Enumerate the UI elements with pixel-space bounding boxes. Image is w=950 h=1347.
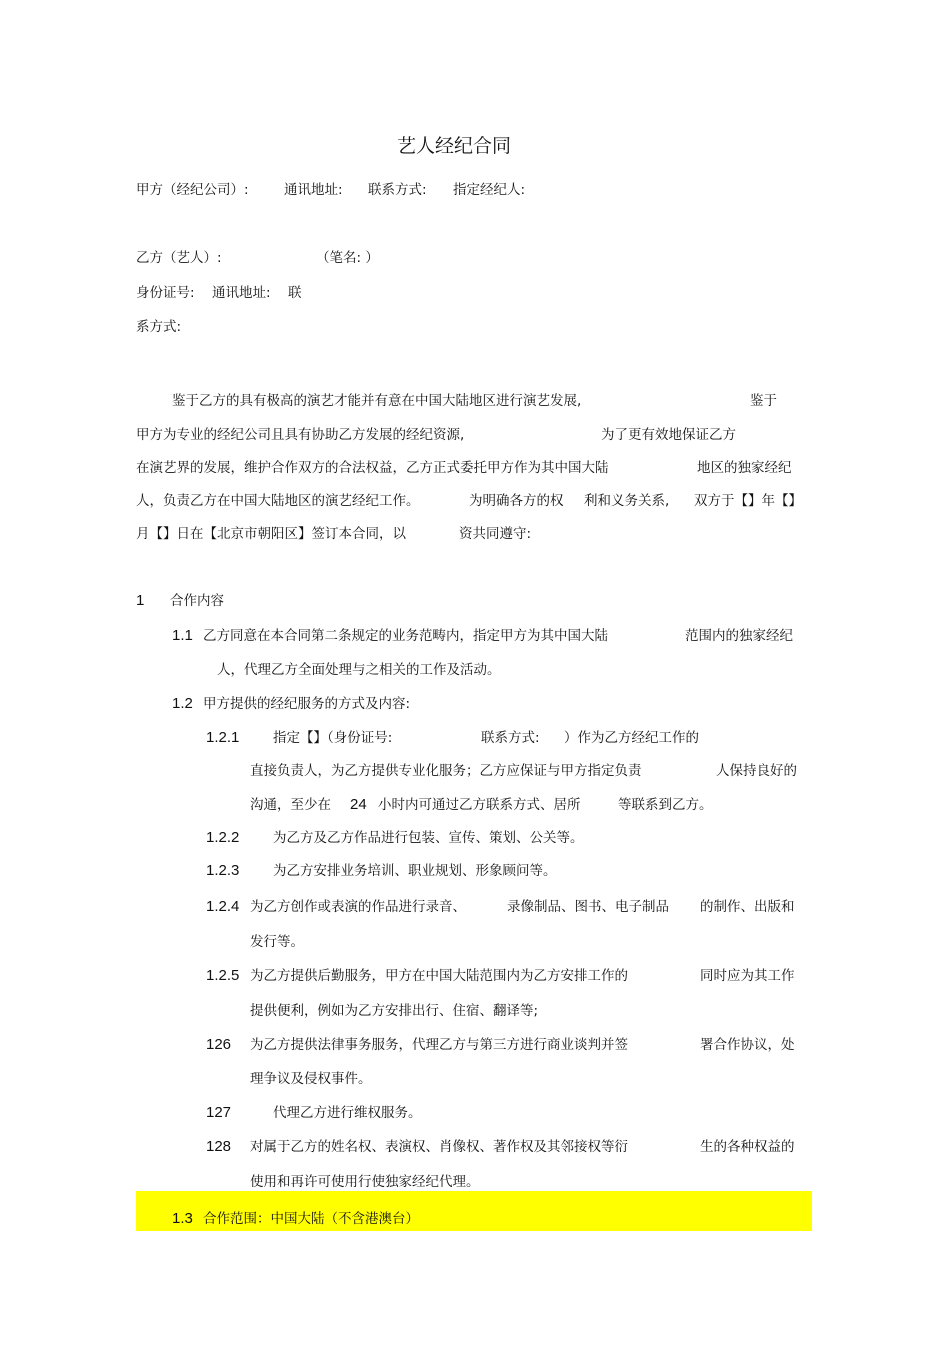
preamble-line: 月【】日在【北京市朝阳区】签订本合同，以 — [136, 526, 406, 542]
party-b-contact-part1: 联 — [288, 285, 302, 301]
clause-text: 合作范围：中国大陆（不含港澳台） — [203, 1211, 419, 1227]
party-b-label: 乙方（艺人）: — [136, 250, 222, 266]
item-text: 录像制品、图书、电子制品 — [507, 899, 669, 915]
item-text: 小时内可通过乙方联系方式、居所 — [378, 797, 581, 813]
item-text: 使用和再许可使用行使独家经纪代理。 — [250, 1174, 480, 1190]
preamble-line: 人，负责乙方在中国大陆地区的演艺经纪工作。 — [136, 493, 420, 509]
party-b-id-label: 身份证号: — [136, 285, 195, 301]
clause-text: 甲方提供的经纪服务的方式及内容: — [203, 696, 411, 712]
preamble-line: 甲方为专业的经纪公司且具有协助乙方发展的经纪资源, — [136, 427, 465, 443]
section-1-title: 合作内容 — [170, 593, 224, 609]
preamble-line: 为明确各方的权 — [469, 493, 564, 509]
item-text: 提供便利，例如为乙方安排出行、住宿、翻译等; — [250, 1003, 539, 1019]
preamble-line: 地区的独家经纪 — [697, 460, 792, 476]
item-text: 24 — [350, 796, 367, 813]
item-number: 1.2.5 — [206, 967, 240, 984]
preamble-line: 资共同遵守: — [459, 526, 532, 542]
item-number: 1.2.3 — [206, 862, 240, 879]
item-text: 人保持良好的 — [716, 763, 797, 779]
item-text: 署合作协议，处 — [700, 1037, 795, 1053]
item-text: 为乙方及乙方作品进行包装、宣传、策划、公关等。 — [273, 830, 584, 846]
item-text: 为乙方提供后勤服务，甲方在中国大陆范围内为乙方安排工作的 — [250, 968, 628, 984]
item-text: 同时应为其工作 — [700, 968, 795, 984]
item-number: 1.2.4 — [206, 898, 240, 915]
item-text: 对属于乙方的姓名权、表演权、肖像权、著作权及其邻接权等衍 — [250, 1139, 628, 1155]
party-a-address-label: 通讯地址: — [284, 182, 343, 198]
clause-text: 范围内的独家经纪 — [685, 628, 793, 644]
preamble-line: 双方于【】年【】 — [694, 493, 802, 509]
item-number: 128 — [206, 1138, 232, 1155]
item-text: 沟通，至少在 — [250, 797, 331, 813]
preamble-line: 利和义务关系, — [584, 493, 670, 509]
item-text: 为乙方安排业务培训、职业规划、形象顾问等。 — [273, 863, 557, 879]
clause-number: 1.2 — [172, 695, 193, 712]
party-b-address-label: 通讯地址: — [212, 285, 271, 301]
item-text: 生的各种权益的 — [700, 1139, 795, 1155]
item-text: 为乙方创作或表演的作品进行录音、 — [250, 899, 466, 915]
item-text: 直接负责人，为乙方提供专业化服务；乙方应保证与甲方指定负责 — [250, 763, 642, 779]
item-text: 指定【】（身份证号: — [273, 730, 393, 746]
party-a-label: 甲方（经纪公司）: — [136, 182, 249, 198]
preamble-line: 鉴于 — [750, 393, 777, 409]
item-number: 127 — [206, 1104, 232, 1121]
preamble-line: 为了更有效地保证乙方 — [601, 427, 736, 443]
clause-text: 人，代理乙方全面处理与之相关的工作及活动。 — [217, 662, 501, 678]
item-text: 为乙方提供法律事务服务，代理乙方与第三方进行商业谈判并签 — [250, 1037, 628, 1053]
item-text: ）作为乙方经纪工作的 — [564, 730, 699, 746]
item-text: 联系方式: — [481, 730, 540, 746]
item-text: 发行等。 — [250, 934, 304, 950]
party-a-contact-label: 联系方式: — [368, 182, 427, 198]
clause-text: 乙方同意在本合同第二条规定的业务范畴内，指定甲方为其中国大陆 — [203, 628, 608, 644]
party-b-contact-part2: 系方式: — [136, 319, 182, 335]
section-1-number: 1 — [136, 592, 145, 609]
preamble-line: 在演艺界的发展，维护合作双方的合法权益，乙方正式委托甲方作为其中国大陆 — [136, 460, 609, 476]
item-number: 126 — [206, 1036, 232, 1053]
clause-number: 1.3 — [172, 1210, 193, 1227]
item-number: 1.2.1 — [206, 729, 240, 746]
item-text: 代理乙方进行维权服务。 — [273, 1105, 422, 1121]
item-text: 等联系到乙方。 — [618, 797, 713, 813]
item-text: 的制作、出版和 — [700, 899, 795, 915]
item-number: 1.2.2 — [206, 829, 240, 846]
document-title: 艺人经纪合同 — [397, 135, 512, 157]
item-text: 理争议及侵权事件。 — [250, 1071, 372, 1087]
party-a-agent-label: 指定经纪人: — [453, 182, 526, 198]
clause-number: 1.1 — [172, 627, 193, 644]
preamble-line: 鉴于乙方的具有极高的演艺才能并有意在中国大陆地区进行演艺发展, — [172, 393, 582, 409]
party-b-pen-name: （笔名: ） — [316, 250, 379, 266]
